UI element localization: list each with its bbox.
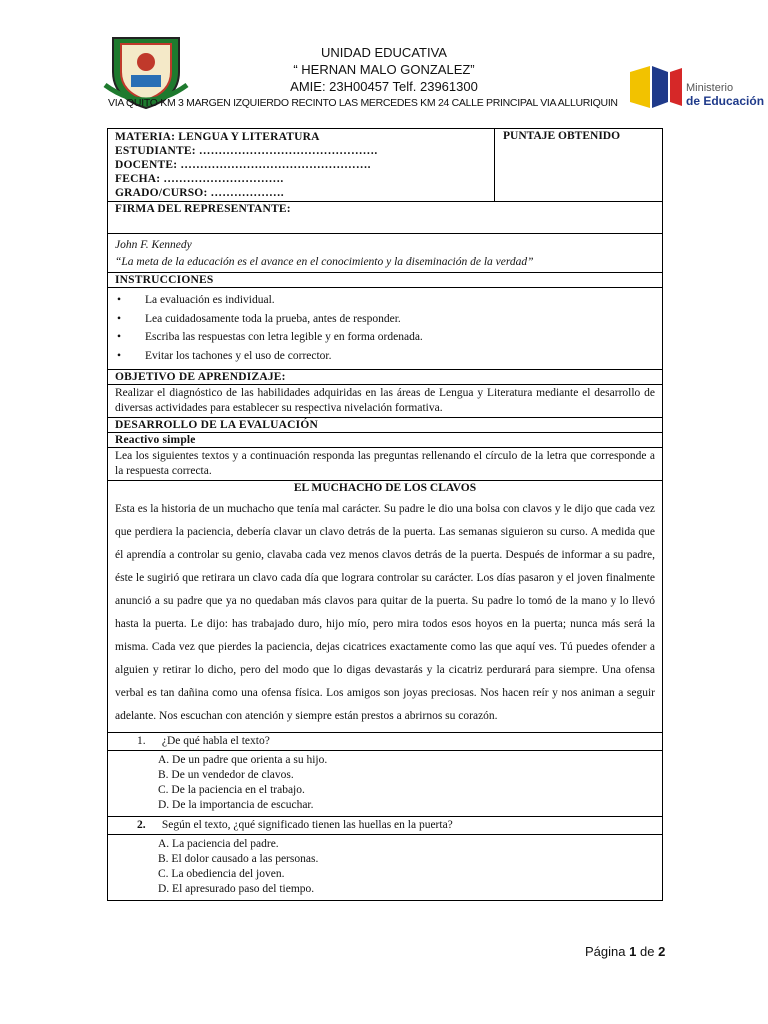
school-name: “ HERNAN MALO GONZALEZ” — [293, 62, 475, 77]
ministry-line1: Ministerio — [686, 82, 734, 94]
bullet-icon: • — [117, 312, 122, 325]
document-header — [0, 0, 768, 125]
list-item: • La evaluación es individual. — [115, 291, 655, 310]
answer-option[interactable]: A. La paciencia del padre. — [158, 838, 279, 850]
list-item: • Escriba las respuestas con letra legible y en forma ordenada. — [115, 328, 655, 347]
instructions-heading: INSTRUCCIONES — [108, 272, 662, 287]
bullet-icon: • — [117, 331, 122, 343]
question-1 — [108, 732, 662, 750]
student-info-fields — [108, 129, 495, 201]
teacher-field[interactable]: DOCENTE: …………………………………………. — [115, 159, 371, 171]
question-text: Según el texto, ¿qué significado tienen las huellas en la puerta? — [161, 819, 453, 831]
school-amie-phone: AMIE: 23H00457 Telf. 23961300 — [290, 79, 478, 94]
grade-field[interactable]: GRADO/CURSO: ………………. — [115, 187, 284, 199]
question-1-options — [108, 750, 662, 816]
date-field[interactable]: FECHA: …………………………. — [115, 173, 284, 185]
question-text: ¿De qué habla el texto? — [161, 735, 270, 747]
student-field[interactable]: ESTUDIANTE: ………………………………………. — [115, 145, 378, 157]
question-2-options — [108, 834, 662, 900]
page-number: Página 1 de 2 — [585, 944, 666, 959]
evaluation-sheet — [107, 128, 663, 901]
school-address: VIA QUITO KM 3 MARGEN IZQUIERDO RECINTO LAS MERCEDES KM 24 CALLE PRINCIPAL VIA ALLURIQUIN — [108, 97, 618, 109]
quote-author: John F. Kennedy — [115, 239, 192, 251]
objective-text: Realizar el diagnóstico de las habilidades adquiridas en las áreas de Lengua y Literatura mediante el desarrollo de diversas actividades para establecer su respectiva nivelación formativa. — [108, 384, 662, 417]
ministry-line2: de Educación — [686, 94, 765, 108]
bullet-icon: • — [117, 349, 122, 362]
answer-option[interactable]: C. La obediencia del joven. — [158, 868, 285, 880]
objective-heading: OBJETIVO DE APRENDIZAJE: — [108, 369, 662, 384]
answer-option[interactable]: C. De la paciencia en el trabajo. — [158, 784, 305, 796]
quote-block — [108, 233, 662, 272]
list-item: • Evitar los tachones y el uso de corrector. — [115, 347, 655, 366]
bullet-icon: • — [117, 294, 122, 306]
school-type: UNIDAD EDUCATIVA — [321, 45, 447, 60]
subject-field: MATERIA: LENGUA Y LITERATURA — [115, 131, 320, 143]
student-info-row — [108, 129, 662, 201]
development-instruction: Lea los siguientes textos y a continuación responda las preguntas rellenando el círculo de la letra que corresponde a la respuesta correcta. — [108, 447, 662, 480]
question-number: 2. — [137, 819, 146, 831]
reactivo-subheading: Reactivo simple — [108, 432, 662, 447]
answer-option[interactable]: B. De un vendedor de clavos. — [158, 769, 294, 781]
story-text: Esta es la historia de un muchacho que tenía mal carácter. Su padre le dio una bolsa con clavos y le dijo que cada vez que perdiera la paciencia, debería clavar un clavo detrás de la puerta. Las semanas siguieron su curso. A medida que él aprendía a controlar su genio, clavaba cada vez menos clavos detrás de la puerta. Después de informar a su padre, éste le sugirió que retirara un clavo cada día que lograra controlar su carácter. Los días pasaron y el joven finalmente anunció a su padre que ya no quedaban más clavos para quitar de la puerta. Su padre lo tomó de la mano y lo llevó hasta la puerta. Le dijo: has trabajado duro, hijo mío, pero mira todos esos hoyos en la puerta; nunca más será la misma. Cada vez que pierdes la paciencia, dejas cicatrices exactamente como las que aquí ves. Tú puedes ofender a alguien y retirar lo dicho, pero del modo que lo digas devastarás y la cicatriz perdurará para siempre. Una ofensa verbal es tan dañina como una ofensa física. Los amigos son joyas preciosas. Nos hacen reír y nos animan a seguir adelante. Nos escuchan con atención y siempre están prestos a abrirnos su corazón. — [115, 503, 655, 722]
development-heading: DESARROLLO DE LA EVALUACIÓN — [108, 417, 662, 432]
answer-option[interactable]: D. De la importancia de escuchar. — [158, 799, 314, 811]
answer-option[interactable]: D. El apresurado paso del tiempo. — [158, 883, 315, 895]
representative-signature-field[interactable]: FIRMA DEL REPRESENTANTE: — [108, 201, 662, 233]
answer-option[interactable]: A. De un padre que orienta a su hijo. — [158, 754, 328, 766]
quote-text: “La meta de la educación es el avance en el conocimiento y la diseminación de la verdad” — [115, 256, 534, 268]
score-cell: PUNTAJE OBTENIDO — [503, 130, 621, 142]
answer-option[interactable]: B. El dolor causado a las personas. — [158, 853, 319, 865]
question-number: 1. — [137, 735, 146, 747]
ministry-name — [686, 82, 764, 109]
list-item: • Lea cuidadosamente toda la prueba, antes de responder. — [115, 310, 655, 329]
story-title: EL MUCHACHO DE LOS CLAVOS — [108, 480, 662, 495]
instructions-list — [108, 287, 662, 369]
question-2 — [108, 816, 662, 834]
